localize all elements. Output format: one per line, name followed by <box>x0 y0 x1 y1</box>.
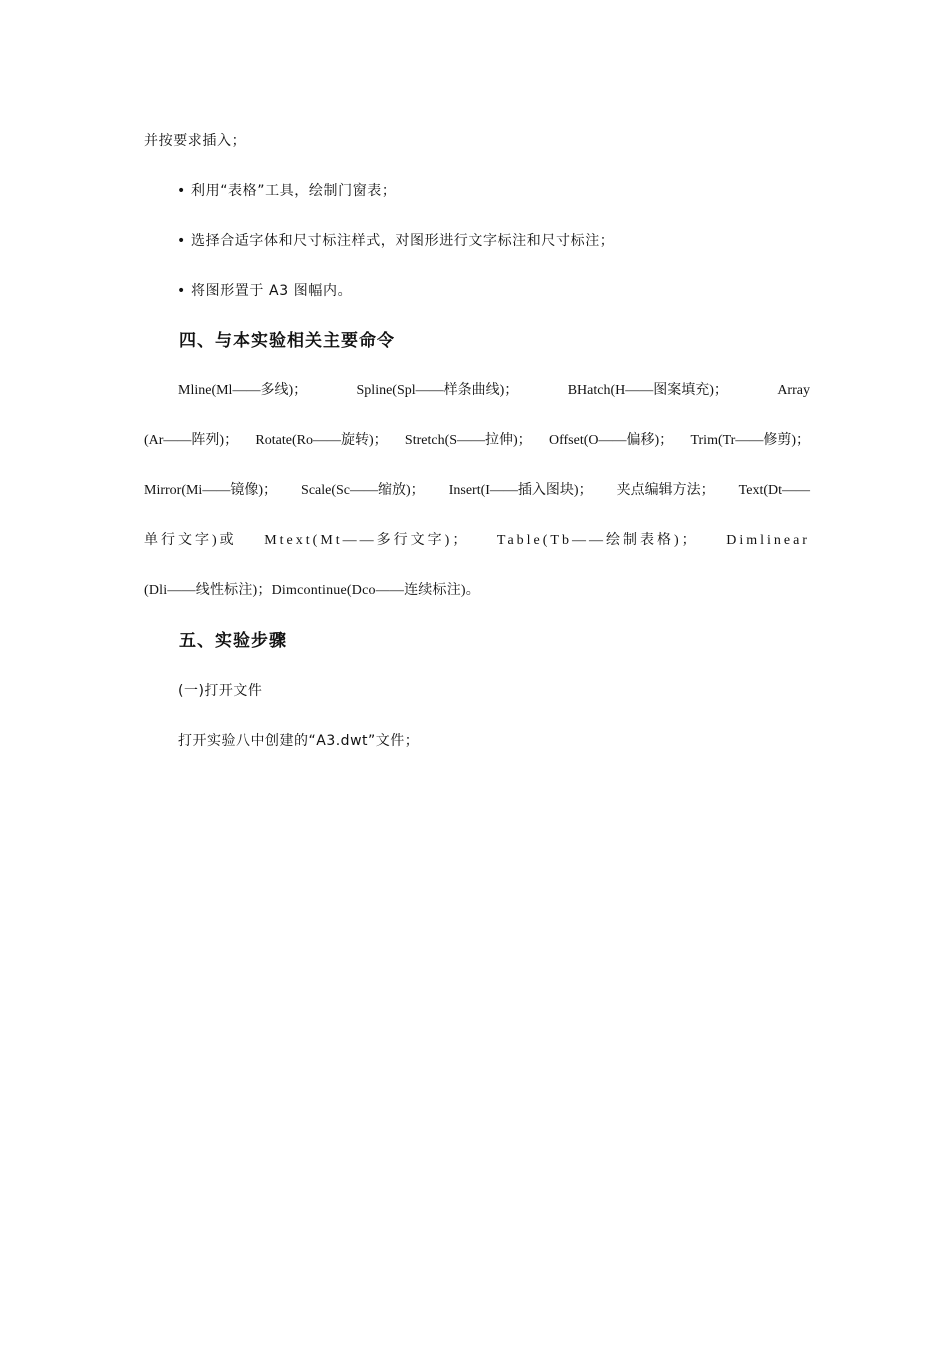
section-heading-steps: 五、实验步骤 <box>179 631 287 651</box>
command-spline: Spline(Spl——样条曲线)； <box>356 383 519 398</box>
bullet-icon: • <box>177 283 186 299</box>
command-insert: Insert(I——插入图块)； <box>448 483 593 498</box>
section-heading-commands: 四、与本实验相关主要命令 <box>179 331 395 351</box>
command-dimlinear: Dimlinear <box>726 533 810 548</box>
step-text-open-file: 打开实验八中创建的“A3.dwt”文件； <box>178 733 420 749</box>
bullet-text: 利用“表格”工具，绘制门窗表； <box>191 183 397 199</box>
command-trim: Trim(Tr——修剪)； <box>690 433 810 448</box>
commands-line-2 <box>144 431 810 451</box>
command-array-cont: (Ar——阵列)； <box>144 433 239 448</box>
command-scale: Scale(Sc——缩放)； <box>301 483 425 498</box>
command-mirror: Mirror(Mi——镜像)； <box>144 483 277 498</box>
commands-line-5: (Dli——线性标注)；Dimcontinue(Dco——连续标注)。 <box>144 583 480 598</box>
command-offset: Offset(O——偏移)； <box>548 433 674 448</box>
bullet-icon: • <box>177 183 186 199</box>
command-mline: Mline(Ml——多线)； <box>178 383 308 398</box>
command-stretch: Stretch(S——拉伸)； <box>404 433 532 448</box>
commands-line-4 <box>144 531 810 551</box>
command-text-cont: 单行文字)或 <box>144 533 237 548</box>
bullet-item-a3-frame <box>177 281 352 301</box>
commands-line-3 <box>144 481 810 501</box>
command-rotate: Rotate(Ro——旋转)； <box>255 433 388 448</box>
bullet-item-font-dimension <box>177 231 614 251</box>
bullet-item-table-tool <box>177 181 397 201</box>
command-array: Array <box>777 383 810 398</box>
commands-line-1 <box>178 381 810 401</box>
bullet-icon: • <box>177 233 186 249</box>
command-table: Table(Tb——绘制表格)； <box>496 533 699 548</box>
step-heading-open-file: (一)打开文件 <box>178 683 263 699</box>
bullet-text: 选择合适字体和尺寸标注样式，对图形进行文字标注和尺寸标注； <box>191 233 615 249</box>
bullet-text: 将图形置于 A3 图幅内。 <box>191 283 353 299</box>
command-mtext: Mtext(Mt——多行文字)； <box>264 533 470 548</box>
command-bhatch: BHatch(H——图案填充)； <box>567 383 728 398</box>
command-grip-edit: 夹点编辑方法； <box>616 483 715 498</box>
command-text: Text(Dt—— <box>738 483 810 498</box>
intro-line: 并按要求插入； <box>144 133 247 149</box>
